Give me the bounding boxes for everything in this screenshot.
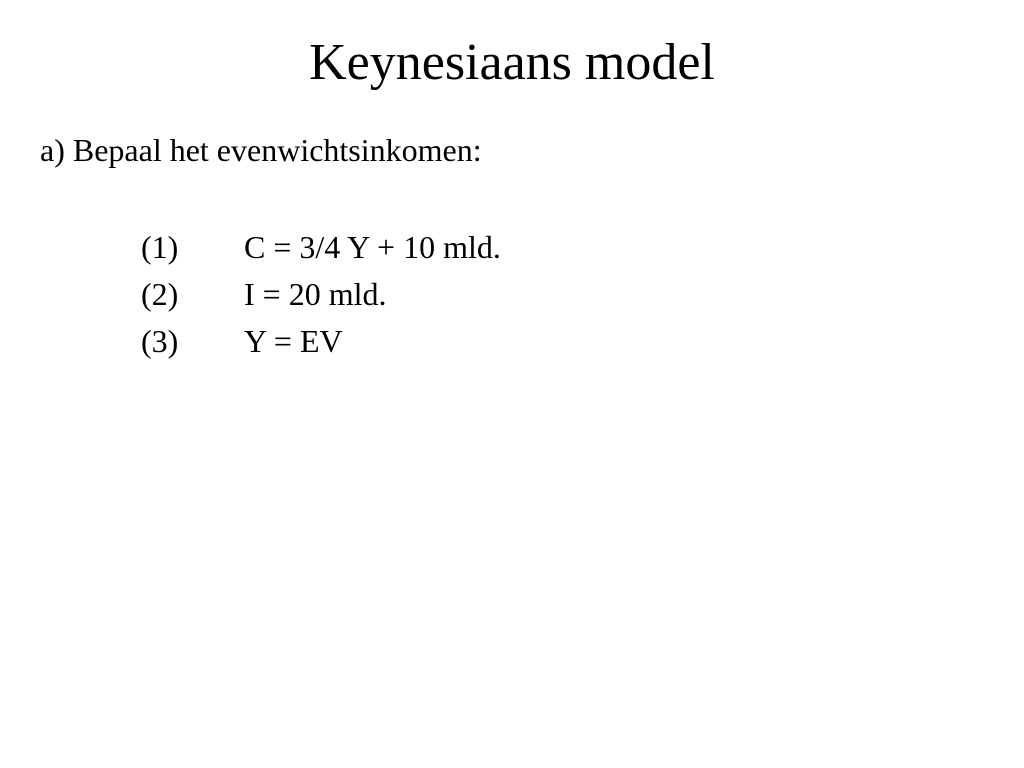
equation-number: (2) [141, 276, 179, 312]
equation-item [141, 318, 501, 365]
equation-number: (1) [141, 229, 179, 265]
equation-item [141, 271, 501, 318]
equation-text: I = 20 mld. [244, 276, 387, 312]
equation-item [141, 224, 501, 271]
equation-number: (3) [141, 323, 179, 359]
equation-text: Y = EV [244, 323, 343, 359]
slide-title: Keynesiaans model [309, 34, 715, 91]
equation-text: C = 3/4 Y + 10 mld. [244, 229, 501, 265]
equation-list [141, 224, 501, 365]
question-text: a) Bepaal het evenwichtsinkomen: [40, 132, 482, 168]
